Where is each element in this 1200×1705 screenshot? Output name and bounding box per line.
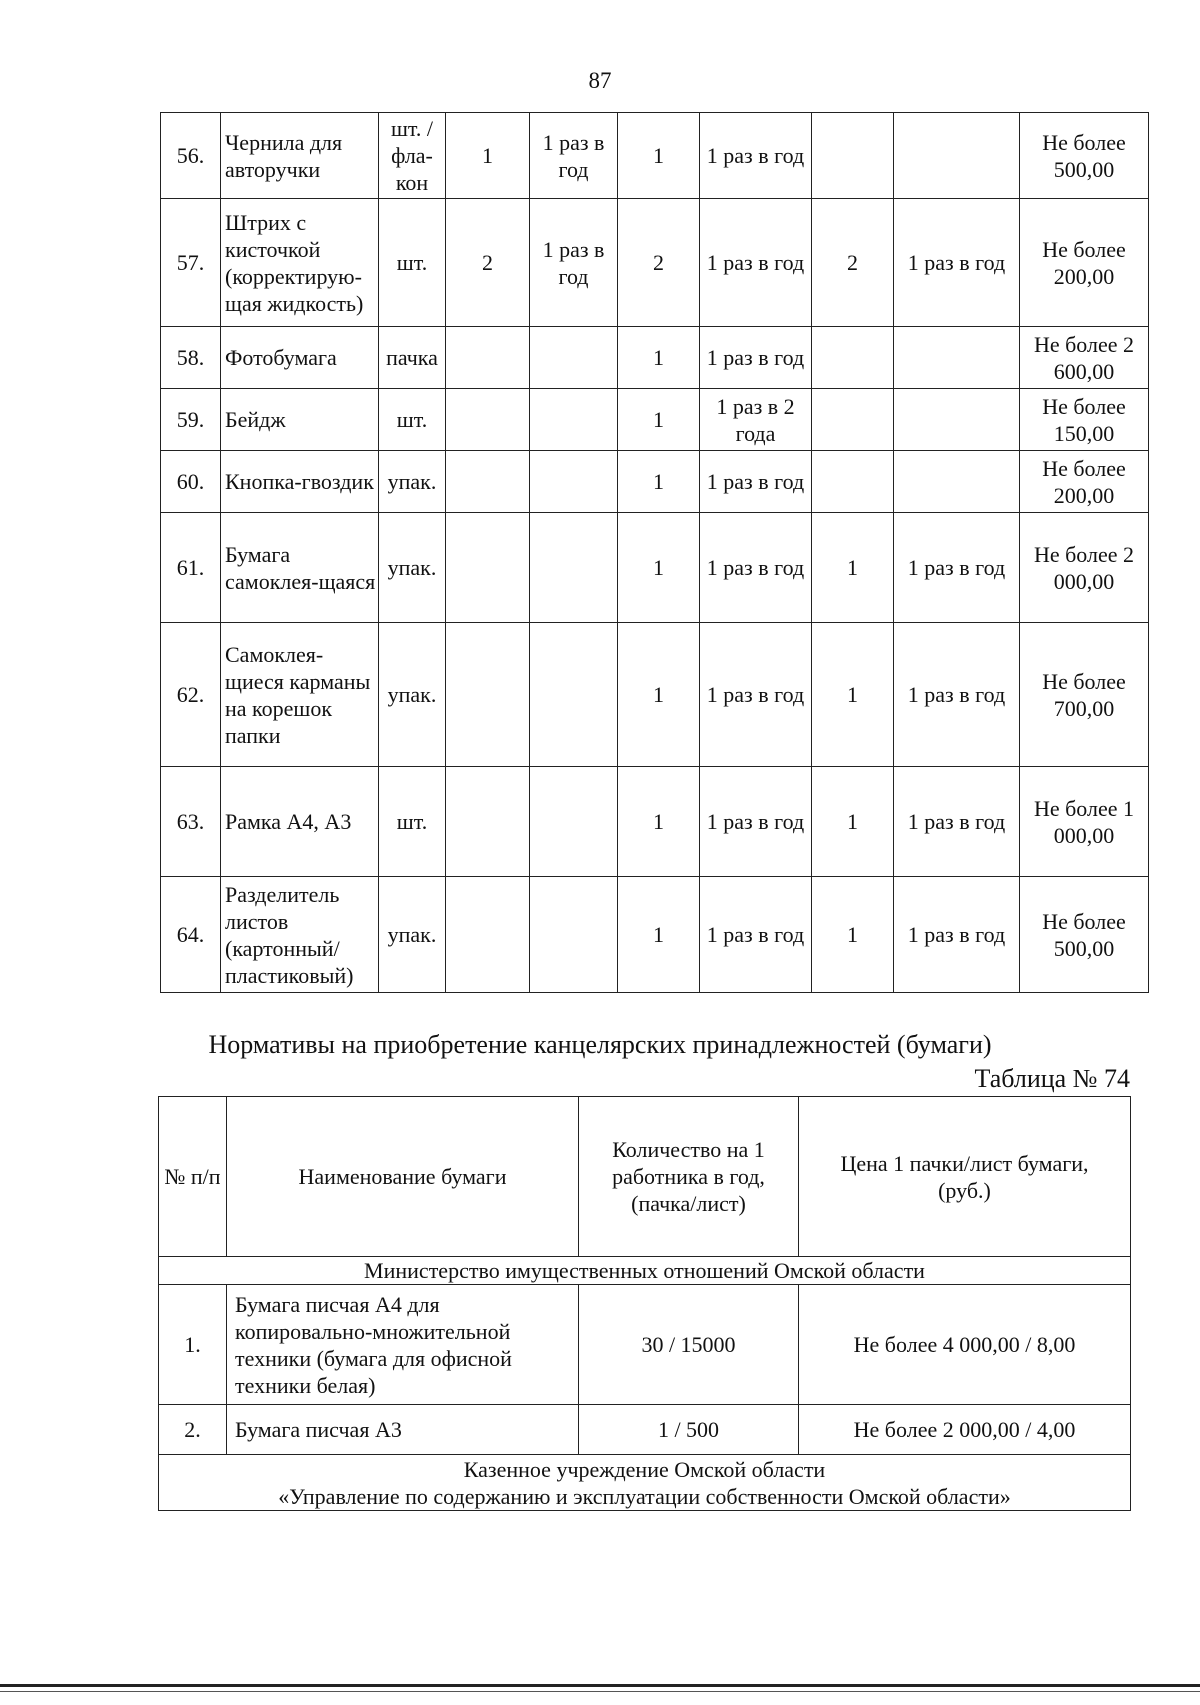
item-name: Рамка А4, А3	[221, 767, 379, 877]
bottom-rule	[0, 1684, 1200, 1687]
row-num: 58.	[161, 327, 221, 389]
freq-col2: 1 раз в год	[700, 199, 812, 327]
freq-col3	[894, 327, 1020, 389]
table-row	[161, 113, 1149, 199]
freq-col2: 1 раз в год	[700, 451, 812, 513]
qty-col3: 1	[812, 623, 894, 767]
paper-name: Бумага писчая А4 для копировально-множительной техники (бумага для офисной техники белая)	[227, 1285, 579, 1405]
table-row	[161, 623, 1149, 767]
page-number: 87	[588, 68, 612, 93]
paper-price: Не более 2 000,00 / 4,00	[799, 1405, 1131, 1455]
header-name: Наименование бумаги	[227, 1097, 579, 1257]
freq-col2: 1 раз в год	[700, 877, 812, 993]
qty-col3: 1	[812, 877, 894, 993]
qty-col2: 1	[618, 327, 700, 389]
qty-col3: 2	[812, 199, 894, 327]
group-row	[159, 1257, 1131, 1285]
item-name: Бейдж	[221, 389, 379, 451]
qty-col1	[446, 767, 530, 877]
row-num: 56.	[161, 113, 221, 199]
row-num: 1.	[159, 1285, 227, 1405]
freq-col2: 1 раз в 2 года	[700, 389, 812, 451]
qty-col2: 1	[618, 451, 700, 513]
unit: упак.	[379, 451, 446, 513]
qty-col3: 1	[812, 767, 894, 877]
freq-col1	[530, 767, 618, 877]
row-num: 63.	[161, 767, 221, 877]
freq-col1	[530, 623, 618, 767]
table-row	[159, 1405, 1131, 1455]
qty-col3	[812, 113, 894, 199]
table-row	[161, 327, 1149, 389]
table-row	[161, 767, 1149, 877]
table-row	[161, 513, 1149, 623]
price: Не более 2 600,00	[1020, 327, 1149, 389]
qty-col3	[812, 389, 894, 451]
qty-col2: 1	[618, 113, 700, 199]
freq-col3: 1 раз в год	[894, 767, 1020, 877]
item-name: Разделитель листов (картонный/ пластиковый)	[221, 877, 379, 993]
unit: шт.	[379, 389, 446, 451]
group-title-institution	[159, 1455, 1131, 1511]
qty-col1	[446, 451, 530, 513]
item-name: Штрих с кисточкой (корректирую-щая жидкость)	[221, 199, 379, 327]
price: Не более 500,00	[1020, 113, 1149, 199]
row-num: 57.	[161, 199, 221, 327]
qty-col3	[812, 451, 894, 513]
row-num: 64.	[161, 877, 221, 993]
freq-col1	[530, 877, 618, 993]
freq-col3: 1 раз в год	[894, 877, 1020, 993]
table-header-row	[159, 1097, 1131, 1257]
paper-name: Бумага писчая А3	[227, 1405, 579, 1455]
header-num: № п/п	[159, 1097, 227, 1257]
paper-qty: 30 / 15000	[579, 1285, 799, 1405]
group-title-ministry: Министерство имущественных отношений Омской области	[159, 1257, 1131, 1285]
table-row	[161, 389, 1149, 451]
paper-norms-table	[158, 1096, 1131, 1511]
item-name: Кнопка-гвоздик	[221, 451, 379, 513]
row-num: 62.	[161, 623, 221, 767]
freq-col1	[530, 327, 618, 389]
unit: упак.	[379, 623, 446, 767]
unit: шт.	[379, 767, 446, 877]
item-name: Чернила для авторучки	[221, 113, 379, 199]
price: Не более 700,00	[1020, 623, 1149, 767]
freq-col1: 1 раз в год	[530, 113, 618, 199]
price: Не более 500,00	[1020, 877, 1149, 993]
paper-price: Не более 4 000,00 / 8,00	[799, 1285, 1131, 1405]
qty-col1: 1	[446, 113, 530, 199]
freq-col2: 1 раз в год	[700, 327, 812, 389]
qty-col3	[812, 327, 894, 389]
freq-col2: 1 раз в год	[700, 767, 812, 877]
row-num: 60.	[161, 451, 221, 513]
price: Не более 200,00	[1020, 199, 1149, 327]
qty-col2: 1	[618, 877, 700, 993]
table-row	[161, 199, 1149, 327]
qty-col1	[446, 623, 530, 767]
freq-col3: 1 раз в год	[894, 199, 1020, 327]
freq-col1	[530, 451, 618, 513]
group-row	[159, 1455, 1131, 1511]
group-title-line: «Управление по содержанию и эксплуатации собственности Омской области»	[278, 1483, 1011, 1509]
row-num: 2.	[159, 1405, 227, 1455]
unit: упак.	[379, 877, 446, 993]
freq-col2: 1 раз в год	[700, 113, 812, 199]
qty-col1	[446, 327, 530, 389]
qty-col1	[446, 513, 530, 623]
price: Не более 2 000,00	[1020, 513, 1149, 623]
header-price: Цена 1 пачки/лист бумаги, (руб.)	[799, 1097, 1131, 1257]
freq-col2: 1 раз в год	[700, 513, 812, 623]
freq-col3	[894, 389, 1020, 451]
paper-qty: 1 / 500	[579, 1405, 799, 1455]
header-qty: Количество на 1 работника в год, (пачка/лист)	[579, 1097, 799, 1257]
bottom-rule-thin	[0, 1691, 1200, 1692]
section-title: Нормативы на приобретение канцелярских принадлежностей (бумаги)	[208, 1030, 992, 1059]
freq-col1: 1 раз в год	[530, 199, 618, 327]
table-row	[161, 451, 1149, 513]
row-num: 59.	[161, 389, 221, 451]
unit: упак.	[379, 513, 446, 623]
qty-col2: 1	[618, 623, 700, 767]
table-row	[161, 877, 1149, 993]
freq-col3	[894, 451, 1020, 513]
freq-col3: 1 раз в год	[894, 513, 1020, 623]
price: Не более 1 000,00	[1020, 767, 1149, 877]
freq-col3: 1 раз в год	[894, 623, 1020, 767]
unit: шт.	[379, 199, 446, 327]
table-row	[159, 1285, 1131, 1405]
freq-col1	[530, 389, 618, 451]
qty-col1: 2	[446, 199, 530, 327]
price: Не более 150,00	[1020, 389, 1149, 451]
item-name: Фотобумага	[221, 327, 379, 389]
table-number-label: Таблица № 74	[974, 1064, 1130, 1093]
freq-col2: 1 раз в год	[700, 623, 812, 767]
price: Не более 200,00	[1020, 451, 1149, 513]
qty-col2: 1	[618, 389, 700, 451]
qty-col2: 1	[618, 767, 700, 877]
qty-col1	[446, 389, 530, 451]
item-name: Бумага самоклея-щаяся	[221, 513, 379, 623]
freq-col1	[530, 513, 618, 623]
freq-col3	[894, 113, 1020, 199]
qty-col2: 2	[618, 199, 700, 327]
item-name: Самоклея-щиеся карманы на корешок папки	[221, 623, 379, 767]
qty-col3: 1	[812, 513, 894, 623]
stationery-norms-table	[160, 112, 1149, 993]
row-num: 61.	[161, 513, 221, 623]
unit: пачка	[379, 327, 446, 389]
group-title-line: Казенное учреждение Омской области	[463, 1456, 826, 1482]
qty-col2: 1	[618, 513, 700, 623]
unit: шт. / фла-кон	[379, 113, 446, 199]
stationery-table-body	[161, 113, 1149, 993]
qty-col1	[446, 877, 530, 993]
